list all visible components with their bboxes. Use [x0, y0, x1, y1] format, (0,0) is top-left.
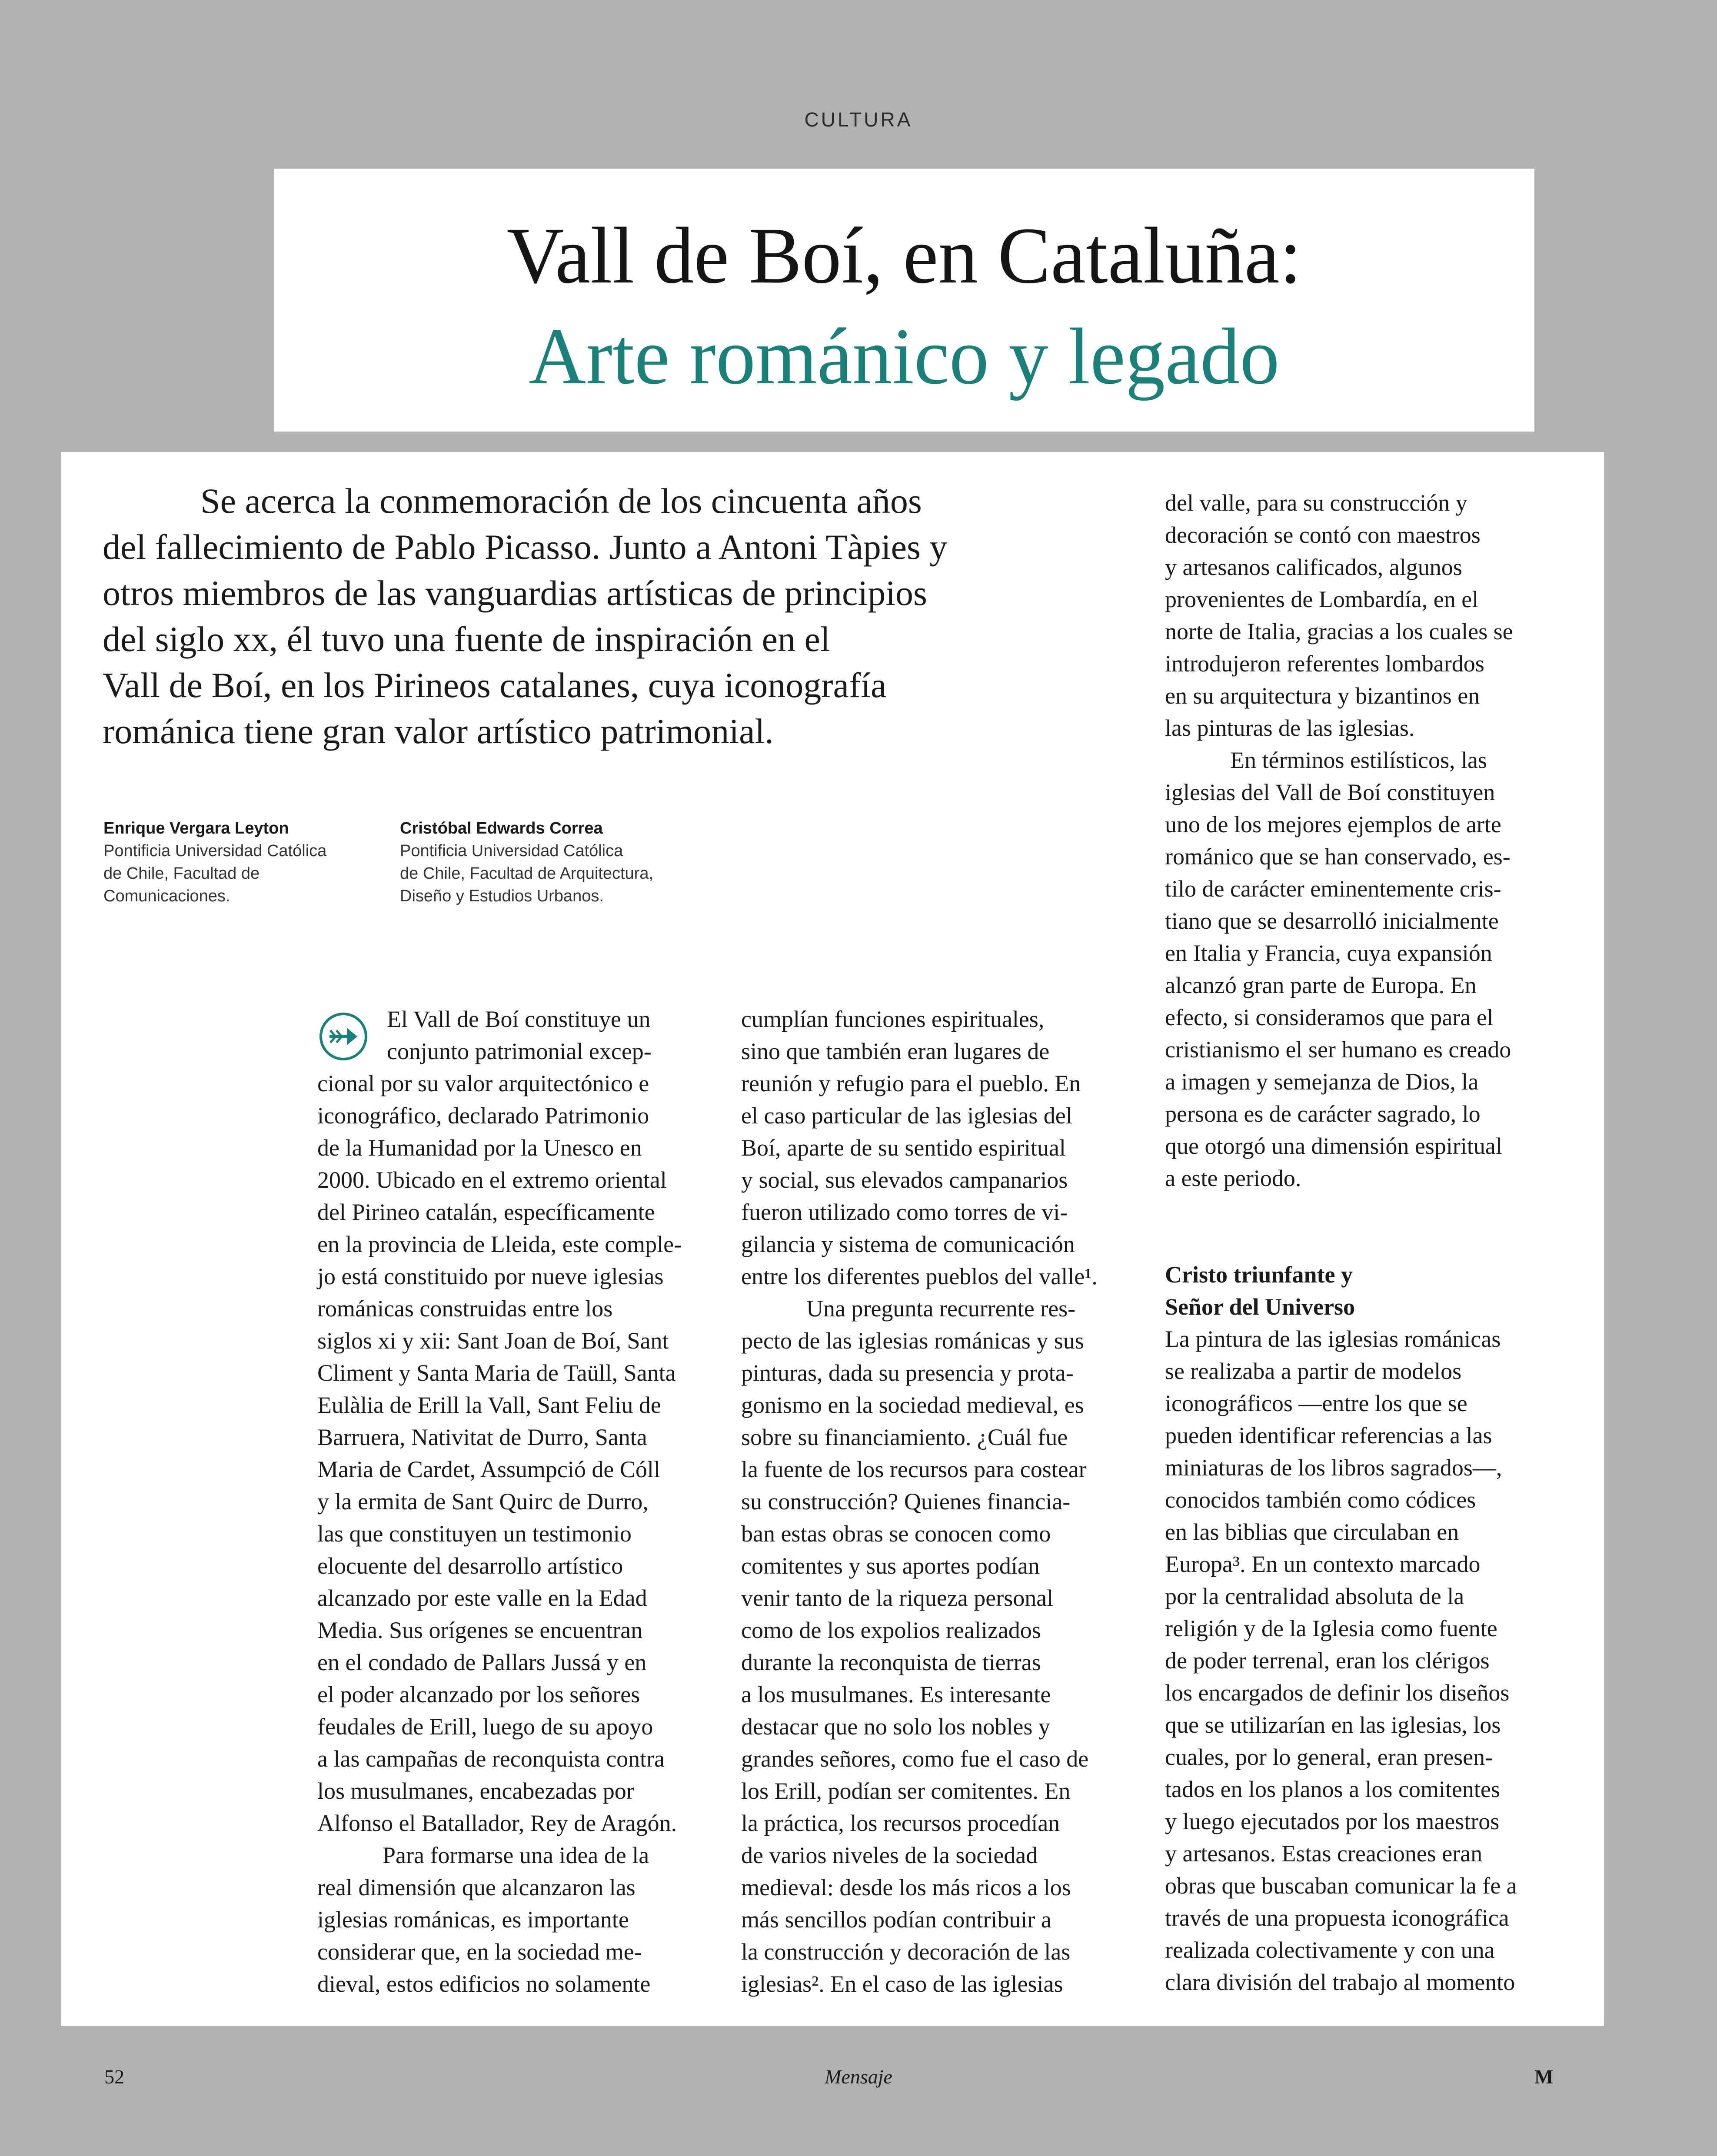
body-line: destacar que no solo los nobles y: [741, 1714, 1050, 1740]
body-line: Eulàlia de Erill la Vall, Sant Feliu de: [317, 1392, 661, 1418]
column-3: [1165, 487, 1561, 1998]
body-line: Boí, aparte de su sentido espiritual: [741, 1135, 1066, 1161]
body-line: entre los diferentes pueblos del valle¹.: [741, 1263, 1098, 1289]
body-line: iglesias². En el caso de las iglesias: [741, 1971, 1063, 1997]
author-affiliation: de Chile, Facultad de: [103, 864, 260, 883]
body-line: las que constituyen un testimonio: [317, 1521, 632, 1547]
lead-line: del fallecimiento de Pablo Picasso. Junto a Antoni Tàpies y: [103, 527, 948, 567]
body-line: conocidos también como códices: [1165, 1487, 1476, 1513]
body-line: en las biblias que circulaban en: [1165, 1519, 1459, 1545]
body-line: Media. Sus orígenes se encuentran: [317, 1617, 643, 1643]
body-line: y artesanos calificados, algunos: [1165, 554, 1462, 580]
body-line: realizada colectivamente y con una: [1165, 1937, 1495, 1963]
body-line: cumplían funciones espirituales,: [741, 1006, 1045, 1032]
body-line: en el condado de Pallars Jussá y en: [317, 1649, 647, 1675]
body-line: El Vall de Boí constituye un: [387, 1006, 651, 1032]
title-box: [274, 169, 1534, 432]
lead-paragraph: [103, 478, 1198, 754]
body-line: el caso particular de las iglesias del: [741, 1103, 1072, 1129]
body-line: cional por su valor arquitectónico e: [317, 1070, 649, 1096]
body-line: introdujeron referentes lombardos: [1165, 651, 1484, 677]
body-line: sino que también eran lugares de: [741, 1038, 1050, 1064]
body-line: comitentes y sus aportes podían: [741, 1553, 1040, 1579]
body-line: obras que buscaban comunicar la fe a: [1165, 1873, 1517, 1899]
body-line: feudales de Erill, luego de su apoyo: [317, 1714, 653, 1740]
body-line: por la centralidad absoluta de la: [1165, 1583, 1464, 1609]
body-line: los musulmanes, encabezadas por: [317, 1778, 634, 1804]
body-line: que se utilizarían en las iglesias, los: [1165, 1712, 1501, 1738]
body-line: de la Humanidad por la Unesco en: [317, 1135, 642, 1161]
body-line: miniaturas de los libros sagrados—,: [1165, 1455, 1502, 1481]
body-line: a los musulmanes. Es interesante: [741, 1681, 1051, 1708]
body-line: su construcción? Quienes financia-: [741, 1488, 1071, 1515]
article-title: Vall de Boí, en Cataluña:: [506, 211, 1302, 300]
body-line: la construcción y decoración de las: [741, 1939, 1071, 1965]
body-line: considerar que, en la sociedad me-: [317, 1939, 642, 1965]
body-line: sobre su financiamiento. ¿Cuál fue: [741, 1424, 1068, 1450]
body-line: efecto, si consideramos que para el: [1165, 1004, 1494, 1030]
body-line: Para formarse una idea de la: [383, 1842, 649, 1868]
body-line: como de los expolios realizados: [741, 1617, 1041, 1643]
body-line: del Pirineo catalán, específicamente: [317, 1199, 655, 1225]
author-affiliation: Pontificia Universidad Católica: [400, 842, 623, 860]
body-line: románicas construidas entre los: [317, 1296, 613, 1322]
body-line: venir tanto de la riqueza personal: [741, 1585, 1054, 1611]
lead-line: Se acerca la conmemoración de los cincuenta años: [200, 481, 922, 521]
body-line: La pintura de las iglesias románicas: [1165, 1326, 1501, 1352]
magazine-name: Mensaje: [825, 2066, 892, 2088]
body-line: Barruera, Nativitat de Durro, Santa: [317, 1424, 647, 1450]
body-line: pinturas, dada su presencia y prota-: [741, 1360, 1074, 1386]
body-line: 2000. Ubicado en el extremo oriental: [317, 1167, 667, 1193]
body-line: cuales, por lo general, eran presen-: [1165, 1744, 1493, 1770]
body-line: el poder alcanzado por los señores: [317, 1681, 640, 1708]
body-line: de varios niveles de la sociedad: [741, 1842, 1038, 1868]
body-line: más sencillos podían contribuir a: [741, 1907, 1051, 1933]
body-line: jo está constituido por nueve iglesias: [317, 1263, 664, 1289]
body-line: gilancia y sistema de comunicación: [741, 1231, 1075, 1257]
column-1: [317, 1003, 713, 2000]
body-line: iconográficos —entre los que se: [1165, 1390, 1467, 1416]
body-line: iconográfico, declarado Patrimonio: [317, 1103, 649, 1129]
body-line: alcanzado por este valle en la Edad: [317, 1585, 647, 1611]
body-line: las pinturas de las iglesias.: [1165, 715, 1415, 741]
body-line: uno de los mejores ejemplos de arte: [1165, 811, 1501, 837]
body-line: la práctica, los recursos procedían: [741, 1810, 1060, 1836]
column-2: [741, 1003, 1137, 2000]
body-line: iglesias románicas, es importante: [317, 1907, 629, 1933]
body-line: clara división del trabajo al momento: [1165, 1969, 1515, 1995]
body-line: medieval: desde los más ricos a los: [741, 1874, 1071, 1900]
article-body: [61, 452, 1604, 2026]
lead-line: románica tiene gran valor artístico patrimonial.: [103, 711, 774, 751]
body-line: a las campañas de reconquista contra: [317, 1746, 665, 1772]
author-2: [400, 817, 653, 907]
body-line: grandes señores, como fue el caso de: [741, 1746, 1089, 1772]
body-line: conjunto patrimonial excep-: [387, 1038, 652, 1064]
section-label: CULTURA: [804, 108, 913, 131]
body-line: en Italia y Francia, cuya expansión: [1165, 940, 1492, 966]
section-gap: [1165, 1194, 1561, 1259]
body-line: real dimensión que alcanzaron las: [317, 1874, 636, 1900]
author-name: Enrique Vergara Leyton: [103, 819, 289, 837]
section-heading: Señor del Universo: [1165, 1294, 1355, 1320]
author-affiliation: de Chile, Facultad de Arquitectura,: [400, 864, 654, 883]
body-line: ban estas obras se conocen como: [741, 1521, 1051, 1547]
body-line: que otorgó una dimensión espiritual: [1165, 1133, 1502, 1159]
body-line: del valle, para su construcción y: [1165, 490, 1467, 516]
body-line: iglesias del Vall de Boí constituyen: [1165, 779, 1495, 805]
body-line: a imagen y semejanza de Dios, la: [1165, 1069, 1479, 1095]
body-line: gonismo en la sociedad medieval, es: [741, 1392, 1084, 1418]
body-line: reunión y refugio para el pueblo. En: [741, 1070, 1081, 1096]
author-affiliation: Comunicaciones.: [103, 887, 230, 905]
body-line: durante la reconquista de tierras: [741, 1649, 1041, 1675]
body-line: religión y de la Iglesia como fuente: [1165, 1615, 1497, 1641]
body-line: Maria de Cardet, Assumpció de Cóll: [317, 1456, 660, 1482]
body-line: y la ermita de Sant Quirc de Durro,: [317, 1488, 649, 1515]
body-line: y luego ejecutados por los maestros: [1165, 1808, 1500, 1834]
author-affiliation: Diseño y Estudios Urbanos.: [400, 887, 604, 905]
body-line: persona es de carácter sagrado, lo: [1165, 1101, 1481, 1127]
lead-line: Vall de Boí, en los Pirineos catalanes, cuya iconografía: [103, 665, 887, 705]
body-line: y artesanos. Estas creaciones eran: [1165, 1840, 1483, 1867]
body-line: Una pregunta recurrente res-: [806, 1296, 1076, 1322]
body-line: de poder terrenal, eran los clérigos: [1165, 1648, 1490, 1674]
lead-line: del siglo xx, él tuvo una fuente de inspiración en el: [103, 619, 830, 659]
body-line: En términos estilísticos, las: [1230, 747, 1487, 773]
body-line: y social, sus elevados campanarios: [741, 1167, 1068, 1193]
body-line: a este periodo.: [1165, 1165, 1301, 1191]
body-line: cristianismo el ser humano es creado: [1165, 1036, 1511, 1063]
body-line: decoración se contó con maestros: [1165, 522, 1481, 548]
body-line: elocuente del desarrollo artístico: [317, 1553, 623, 1579]
body-line: tilo de carácter eminentemente cris-: [1165, 876, 1501, 902]
body-line: se realizaba a partir de modelos: [1165, 1358, 1462, 1384]
magazine-logo: M: [1534, 2066, 1554, 2088]
body-line: Climent y Santa Maria de Taüll, Santa: [317, 1360, 676, 1386]
page-number: 52: [104, 2066, 124, 2088]
body-line: tiano que se desarrolló inicialmente: [1165, 908, 1499, 934]
body-line: alcanzó gran parte de Europa. En: [1165, 972, 1477, 998]
section-heading: Cristo triunfante y: [1165, 1262, 1353, 1288]
author-name: Cristóbal Edwards Correa: [400, 819, 603, 837]
lead-line: otros miembros de las vanguardias artísticas de principios: [103, 573, 927, 613]
body-line: pecto de las iglesias románicas y sus: [741, 1328, 1084, 1354]
body-line: en su arquitectura y bizantinos en: [1165, 683, 1480, 709]
author-1: [103, 817, 326, 907]
body-line: pueden identificar referencias a las: [1165, 1422, 1492, 1448]
body-line: los encargados de definir los diseños: [1165, 1680, 1510, 1706]
body-line: Europa³. En un contexto marcado: [1165, 1551, 1481, 1577]
body-line: en la provincia de Lleida, este comple-: [317, 1231, 682, 1257]
body-line: fueron utilizado como torres de vi-: [741, 1199, 1068, 1225]
body-line: la fuente de los recursos para costear: [741, 1456, 1087, 1482]
body-line: dieval, estos edificios no solamente: [317, 1971, 651, 1997]
body-line: Alfonso el Batallador, Rey de Aragón.: [317, 1810, 677, 1836]
article-subtitle: Arte románico y legado: [529, 312, 1280, 401]
body-line: tados en los planos a los comitentes: [1165, 1776, 1500, 1802]
author-affiliation: Pontificia Universidad Católica: [103, 842, 327, 860]
body-line: provenientes de Lombardía, en el: [1165, 586, 1479, 612]
body-line: norte de Italia, gracias a los cuales se: [1165, 618, 1513, 644]
body-line: siglos xi y xii: Sant Joan de Boí, Sant: [317, 1328, 669, 1354]
body-line: través de una propuesta iconográfica: [1165, 1905, 1509, 1931]
body-line: románico que se han conservado, es-: [1165, 844, 1511, 870]
body-line: los Erill, podían ser comitentes. En: [741, 1778, 1071, 1804]
